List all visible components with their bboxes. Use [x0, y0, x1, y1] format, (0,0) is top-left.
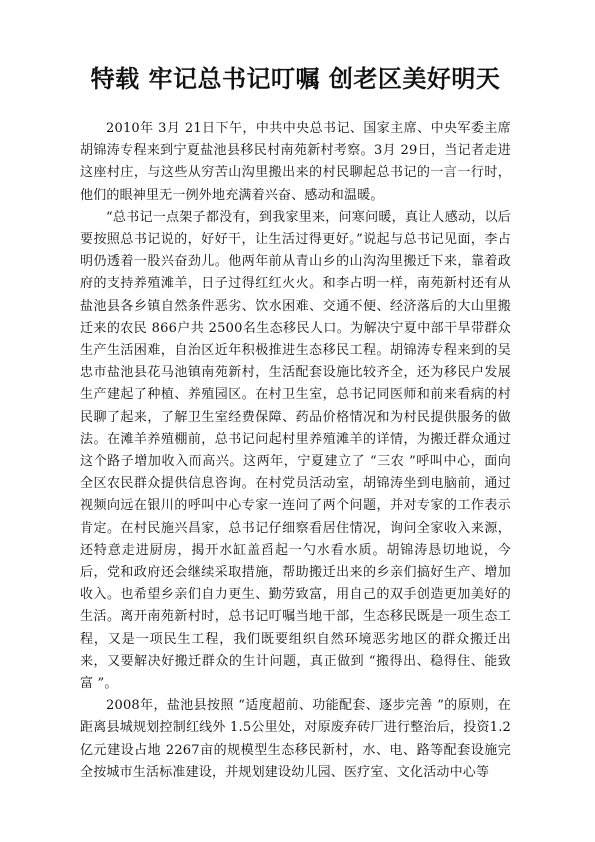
article-body	[80, 118, 511, 784]
paragraph-2: “总书记一点架子都没有，到我家里来，问寒问暖，真让人感动，以后要按照总书记说的，好好干，让生活过得更好。”说起与总书记见面，李占明仍透着一股兴奋劲儿。他两年前从青山乡的山沟沟里搬迁下来，靠着政府的支持养殖滩羊，日子过得红红火火。和李占明一样，南苑新村还有从盐池县各乡镇自然条件恶劣、饮水困难、交通不便、经济落后的大山里搬迁来的农民 866户共 2500名生态移民人口。为解决宁夏中部干旱带群众生产生活困难，自治区近年积极推进生态移民工程。胡锦涛专程来到的吴忠市盐池县花马池镇南苑新村，生活配套设施比较齐全，还为移民户发展生产建起了种植、养殖园区。在村卫生室，总书记同医师和前来看病的村民聊了起来，了解卫生室经费保障、药品价格情况和为村民提供服务的做法。在滩羊养殖棚前，总书记问起村里养殖滩羊的详情，为搬迁群众通过这个路子增加收入而高兴。这两年，宁夏建立了 “三农 ”呼叫中心，面向全区农民群众提供信息咨询。在村党员活动室，胡锦涛坐到电脑前，通过视频向远在银川的呼叫中心专家一连问了两个问题，并对专家的工作表示肯定。在村民施兴昌家，总书记仔细察看居住情况，询问全家收入来源，还特意走进厨房，揭开水缸盖舀起一勺水看水质。胡锦涛恳切地说，今后，党和政府还会继续采取措施，帮助搬迁出来的乡亲们搞好生产、增加收入。也希望乡亲们自力更生、勤劳致富，用自己的双手创造更加美好的生活。离开南苑新村时，总书记叮嘱当地干部，生态移民既是一项生态工程，又是一项民生工程，我们既要组织自然环境恶劣地区的群众搬迁出来，又要解决好搬迁群众的生计问题，真正做到 “搬得出、稳得住、能致富 ”。	[80, 209, 511, 692]
paragraph-1: 2010年 3月 21日下午，中共中央总书记、国家主席、中央军委主席胡锦涛专程来到宁夏盐池县移民村南苑新村考察。3月 29日，当记者走进这座村庄，与这些从穷苦山沟里搬出来的村民聊起总书记的一言一行时，他们的眼神里无一例外地充满着兴奋、感动和温暖。	[80, 121, 511, 203]
page-title: 特载 牢记总书记叮嘱 创老区美好明天	[90, 65, 501, 93]
paragraph-3: 2008年，盐池县按照 “适度超前、功能配套、逐步完善 ”的原则，在距离县城规划控制红线外 1.5公里处，对原废弃砖厂进行整治后，投资1.2亿元建设占地 2267亩的规模型生态移民新村，水、电、路等配套设施完全按城市生活标准建设，并规划建设幼儿园、医疗室、文化活动中心等	[80, 698, 511, 780]
